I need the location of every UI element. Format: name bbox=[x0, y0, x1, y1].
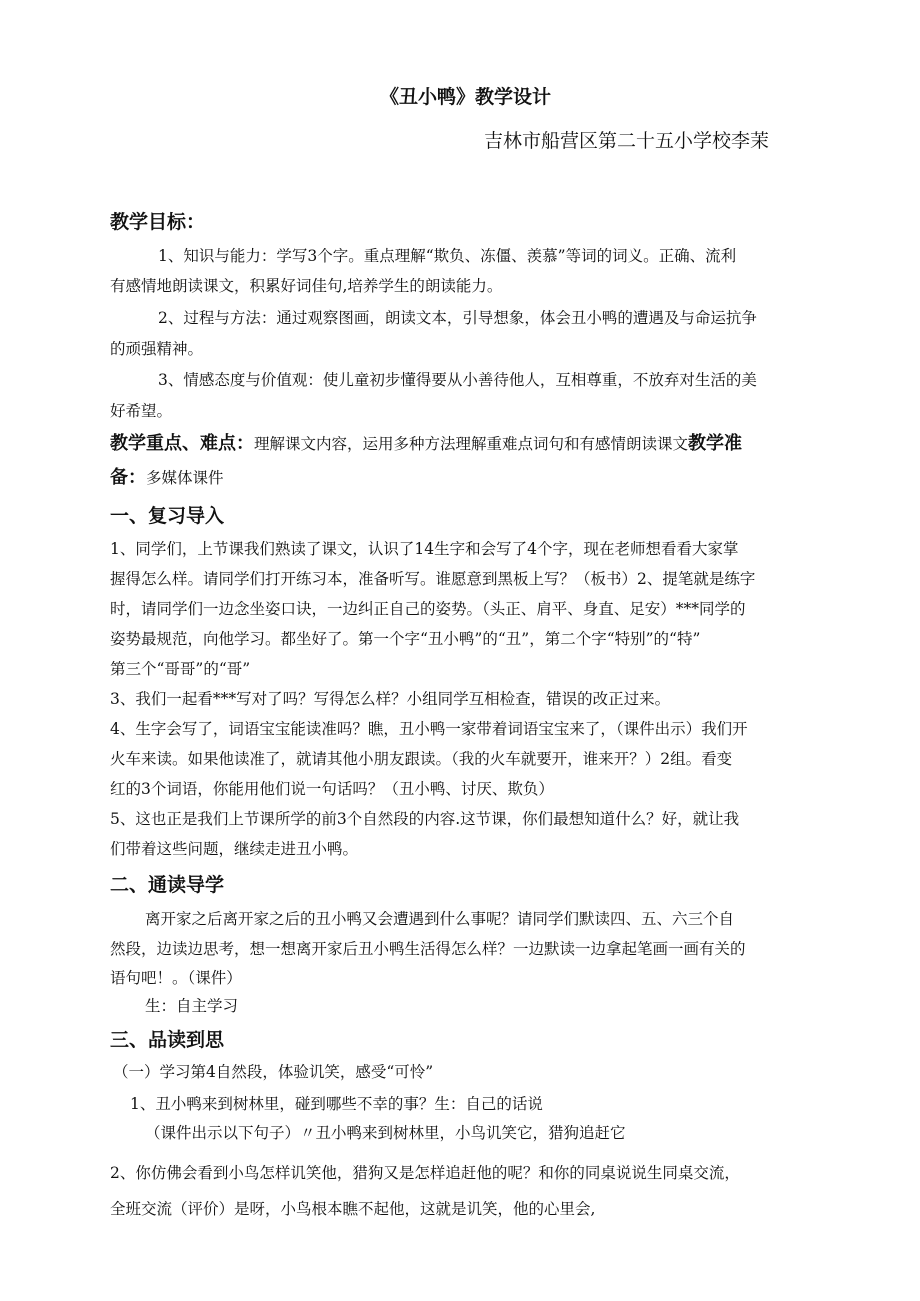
keypoints-label: 教学重点、难点： bbox=[110, 433, 254, 454]
paragraph-line: 第三个“哥哥”的“哥” bbox=[110, 660, 251, 678]
paragraph-line: 们带着这些问题，继续走进丑小鸭。 bbox=[110, 840, 359, 858]
document-author: 吉林市船营区第二十五小学校李茉 bbox=[484, 130, 770, 152]
keypoints-line bbox=[110, 434, 742, 454]
paragraph-line: 姿势最规范，向他学习。都坐好了。第一个字“丑小鸭”的“丑”，第二个字“特别”的“特” bbox=[110, 630, 701, 648]
paragraph-line: 2、你仿佛会看到小鸟怎样讥笑他，猎狗又是怎样追赶他的呢？和你的同桌说说生同桌交流， bbox=[110, 1164, 740, 1182]
goal-line: 2、过程与方法：通过观察图画，朗读文本，引导想象，体会丑小鸭的遭遇及与命运抗争 bbox=[158, 309, 757, 327]
section-heading-review: 一、复习导入 bbox=[110, 505, 225, 527]
goal-line: 的顽强精神。 bbox=[110, 340, 204, 358]
paragraph-line: 5、这也正是我们上节课所学的前3个自然段的内容.这节课，你们最想知道什么？好，就让我 bbox=[110, 810, 740, 828]
prep-text: 多媒体课件 bbox=[146, 469, 224, 487]
paragraph-line: 语句吧！。（课件） bbox=[110, 969, 242, 987]
goal-line: 1、知识与能力：学写3个字。重点理解“欺负、冻僵、羡慕”等词的词义。正确、流利 bbox=[158, 247, 737, 265]
paragraph-line: 离开家之后离开家之后的丑小鸭又会遭遇到什么事呢？请同学们默读四、五、六三个自 bbox=[145, 910, 735, 928]
paragraph-line: 全班交流（评价）是呀，小鸟根本瞧不起他，这就是讥笑，他的心里会, bbox=[110, 1200, 596, 1218]
document-title: 《丑小鸭》教学设计 bbox=[380, 86, 552, 108]
paragraph-line: 1、同学们，上节课我们熟读了课文，认识了14生字和会写了4个字，现在老师想看看大家掌 bbox=[110, 540, 739, 558]
paragraph-line: 3、我们一起看***写对了吗？写得怎么样？小组同学互相检查，错误的改正过来。 bbox=[110, 690, 671, 708]
prep-line bbox=[110, 468, 224, 488]
paragraph-line: 红的3个词语，你能用他们说一句话吗？（丑小鸭、讨厌、欺负） bbox=[110, 780, 554, 798]
paragraph-line: （课件出示以下句子）〃丑小鸭来到树林里，小鸟讥笑它，猎狗追赶它 bbox=[145, 1124, 626, 1142]
section-heading-read: 二、通读导学 bbox=[110, 874, 225, 896]
paragraph-line: 1、丑小鸭来到树林里，碰到哪些不幸的事？生：自己的话说 bbox=[130, 1095, 543, 1113]
prep-label-a: 教学准 bbox=[688, 433, 743, 454]
prep-label-b: 备： bbox=[110, 467, 146, 488]
paragraph-line: 4、生字会写了，词语宝宝能读准吗？瞧，丑小鸭一家带着词语宝宝来了，（课件出示）我们开 bbox=[110, 720, 748, 738]
section-heading-think: 三、品读到思 bbox=[110, 1029, 225, 1051]
goal-line: 好希望。 bbox=[110, 402, 173, 420]
goals-heading: 教学目标： bbox=[110, 211, 206, 233]
paragraph-line: 火车来读。如果他读准了，就请其他小朋友跟读。（我的火车就要开，谁来开？）2组。看变 bbox=[110, 750, 733, 768]
paragraph-line: 时，请同学们一边念坐姿口诀，一边纠正自己的姿势。（头正、肩平、身直、足安）***同学的 bbox=[110, 600, 746, 618]
goal-line: 有感情地朗读课文，积累好词佳句,培养学生的朗读能力。 bbox=[110, 277, 503, 295]
paragraph-line: 生：自主学习 bbox=[145, 997, 239, 1015]
paragraph-line: （一）学习第4自然段，体验讥笑，感受“可怜” bbox=[113, 1063, 434, 1081]
paragraph-line: 然段，边读边思考，想一想离开家后丑小鸭生活得怎么样？一边默读一边拿起笔画一画有关的 bbox=[110, 940, 746, 958]
keypoints-text: 理解课文内容，运用多种方法理解重难点词句和有感情朗读课文 bbox=[254, 435, 689, 453]
paragraph-line: 握得怎么样。请同学们打开练习本，准备听写。谁愿意到黑板上写？（板书）2、提笔就是练字 bbox=[110, 570, 756, 588]
goal-line: 3、情感态度与价值观：使儿童初步懂得要从小善待他人，互相尊重，不放弃对生活的美 bbox=[158, 371, 757, 389]
